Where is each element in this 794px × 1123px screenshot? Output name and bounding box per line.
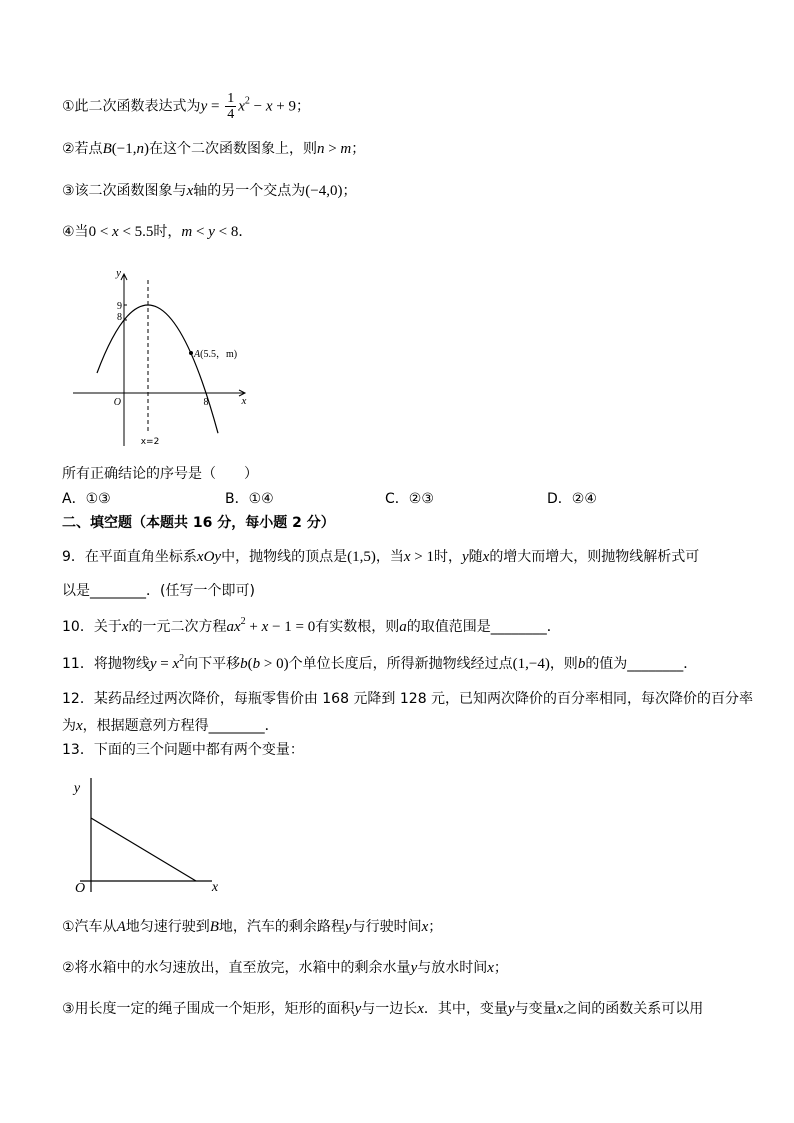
point-a-marker — [189, 351, 193, 355]
math-variable: y — [208, 224, 215, 240]
axis-of-symmetry-label: x=2 — [140, 437, 160, 447]
text-run: ； — [351, 141, 366, 157]
text-run: 的取值范围是________． — [406, 619, 561, 635]
math-expression: + 9 — [272, 98, 296, 115]
statement-3 — [62, 181, 356, 201]
text-run: ； — [493, 960, 508, 976]
text-run: ，当 — [375, 549, 404, 565]
text-run: 随 — [468, 549, 483, 565]
text-run: 向下平移 — [184, 656, 241, 672]
fraction — [225, 91, 236, 122]
origin-label: O — [113, 397, 121, 408]
text-run: ； — [342, 183, 357, 199]
text-run: 地匀速行驶到 — [125, 919, 210, 935]
text-run: 时， — [153, 224, 182, 240]
exponent: 2 — [179, 653, 185, 664]
option-c: C．②③ — [385, 491, 434, 507]
text-run: ②若点 — [62, 141, 103, 157]
option-b: B．①④ — [225, 491, 274, 507]
text-run: 以是________．(任写一个即可) — [62, 583, 255, 599]
math-variable: x — [112, 224, 119, 240]
math-expression: − — [249, 98, 266, 115]
math-variable: y — [344, 919, 352, 935]
math-variable: y — [410, 960, 418, 976]
fraction-denominator: 4 — [227, 107, 235, 122]
math-variable: A — [116, 919, 126, 935]
scenario-2 — [62, 958, 508, 978]
y-axis-label: y — [73, 781, 81, 796]
section-heading-text: 二、填空题（本题共 16 分，每小题 2 分） — [62, 515, 335, 531]
scenario-3 — [62, 999, 703, 1019]
text-run: 与行驶时间 — [351, 919, 422, 935]
point-a-label — [193, 349, 237, 360]
math-expression: + — [245, 619, 262, 635]
statement-2 — [62, 139, 365, 159]
linear-decrease-figure — [60, 772, 230, 897]
text-run: ①此二次函数表达式为 — [62, 98, 201, 115]
text-run: 个单位长度后，所得新抛物线经过点 — [288, 656, 513, 672]
math-expression: (1,−4) — [512, 656, 550, 672]
math-variable: n — [136, 141, 144, 157]
text-run: 10．关于 — [62, 619, 122, 635]
math-variable: x — [417, 1001, 424, 1017]
math-expression: ( — [247, 656, 253, 672]
question-13 — [62, 740, 304, 760]
tick-label-8: 8 — [117, 312, 122, 323]
fraction-numerator: 1 — [227, 91, 235, 106]
math-variable: x — [186, 183, 194, 199]
math-expression: = — [156, 656, 173, 672]
math-expression: < 8 — [214, 224, 239, 240]
text-run: ③用长度一定的绳子围成一个矩形，矩形的面积 — [62, 1001, 355, 1017]
text-run: 的值为________． — [585, 656, 698, 672]
math-variable: x — [556, 1001, 564, 1017]
text-run: 时， — [433, 549, 462, 565]
function-line — [91, 818, 196, 881]
math-variable: x — [238, 98, 245, 115]
text-run: 与变量 — [514, 1001, 557, 1017]
math-expression: − 1 = 0 — [268, 619, 316, 635]
text-run: 之间的函数关系可以用 — [563, 1001, 704, 1017]
text-run: 有实数根，则 — [315, 619, 400, 635]
math-variable: y — [200, 98, 208, 115]
math-expression: 0 < — [88, 224, 113, 240]
point-a-name: A — [194, 349, 201, 360]
math-variable: xOy — [196, 549, 222, 565]
math-variable: x — [76, 718, 83, 734]
math-variable: x — [487, 960, 494, 976]
math-variable: B — [209, 919, 219, 935]
math-expression: < — [192, 224, 209, 240]
option-a: A．①③ — [62, 491, 111, 507]
math-variable: b — [577, 656, 586, 672]
math-variable: b — [240, 656, 248, 672]
statement-1 — [62, 91, 310, 122]
math-variable: y — [149, 656, 157, 672]
text-run: 与一边长 — [361, 1001, 418, 1017]
math-variable: n — [316, 141, 325, 157]
origin-label: O — [74, 881, 86, 896]
exponent: 2 — [244, 95, 250, 107]
math-variable: m — [340, 141, 352, 157]
text-run: ． — [238, 224, 253, 240]
text-run: ； — [295, 98, 310, 115]
math-variable: a — [399, 619, 407, 635]
math-variable: x — [482, 549, 490, 565]
text-run: 11．将抛物线 — [62, 656, 150, 672]
scenario-1 — [62, 917, 442, 937]
math-expression: > 1 — [410, 549, 434, 565]
text-run: 13．下面的三个问题中都有两个变量： — [62, 742, 304, 758]
math-variable: m — [181, 224, 193, 240]
math-expression: (−4,0) — [305, 183, 343, 199]
math-variable: x — [172, 656, 180, 672]
text-run: ； — [428, 919, 443, 935]
math-variable: x — [265, 98, 273, 115]
question-prompt — [62, 464, 258, 484]
text-run: ③该二次函数图象与 — [62, 183, 187, 199]
math-variable: b — [252, 656, 261, 672]
text-run: 为 — [62, 718, 76, 734]
math-expression: = — [207, 98, 224, 115]
text-run: 地，汽车的剩余路程 — [218, 919, 345, 935]
math-expression: ) — [143, 141, 149, 157]
question-9-line-1 — [62, 547, 699, 567]
math-variable: x — [421, 919, 429, 935]
text-run: 9．在平面直角坐标系 — [62, 549, 197, 565]
text-run: ，根据题意列方程得________． — [82, 718, 279, 734]
math-variable: ax — [226, 619, 241, 635]
math-variable: y — [354, 1001, 362, 1017]
point-a-coords: (5.5，m) — [200, 349, 238, 360]
text-run: ④当 — [62, 224, 89, 240]
text-run: 12．某药品经过两次降价，每瓶零售价由 168 元降到 128 元，已知两次降价的百分率相同，每次降价的百分率 — [62, 691, 754, 707]
section-heading — [62, 513, 335, 533]
text-run: 在这个二次函数图象上，则 — [148, 141, 317, 157]
math-variable: y — [461, 549, 469, 565]
text-run: ②将水箱中的水匀速放出，直至放完，水箱中的剩余水量 — [62, 960, 411, 976]
math-variable: x — [403, 549, 411, 565]
math-variable: x — [261, 619, 269, 635]
text-run: 轴的另一个交点为 — [193, 183, 306, 199]
parabola-figure — [60, 262, 260, 452]
y-axis-label: y — [116, 267, 121, 279]
text-run: 的一元二次方程 — [128, 619, 227, 635]
statement-4 — [62, 222, 252, 242]
math-expression: (1,5) — [347, 549, 376, 565]
text-run: ．其中，变量 — [423, 1001, 508, 1017]
math-expression: (−1, — [111, 141, 137, 157]
math-expression: > 0) — [260, 656, 289, 672]
math-variable: x — [121, 619, 129, 635]
x-tick-label-8: 8 — [203, 397, 209, 408]
math-variable: B — [102, 141, 112, 157]
question-12-line-1 — [62, 689, 753, 709]
option-d: D．②④ — [547, 491, 597, 507]
math-expression: > — [324, 141, 341, 157]
text-run: 与放水时间 — [417, 960, 488, 976]
question-10 — [62, 617, 561, 637]
x-axis-label: x — [241, 395, 247, 407]
text-run: 中，抛物线的顶点是 — [221, 549, 348, 565]
tick-label-9: 9 — [117, 301, 122, 312]
x-axis-label: x — [211, 880, 219, 895]
question-prompt-text: 所有正确结论的序号是（ ） — [62, 466, 258, 482]
question-12-line-2 — [62, 716, 279, 736]
math-expression: < 5.5 — [118, 224, 154, 240]
text-run: ①汽车从 — [62, 919, 117, 935]
text-run: ，则 — [549, 656, 578, 672]
question-11 — [62, 654, 697, 674]
exponent: 2 — [240, 616, 246, 627]
math-variable: y — [507, 1001, 515, 1017]
question-9-line-2 — [62, 581, 255, 601]
parabola-curve — [97, 305, 218, 433]
text-run: 的增大而增大，则抛物线解析式可 — [489, 549, 700, 565]
